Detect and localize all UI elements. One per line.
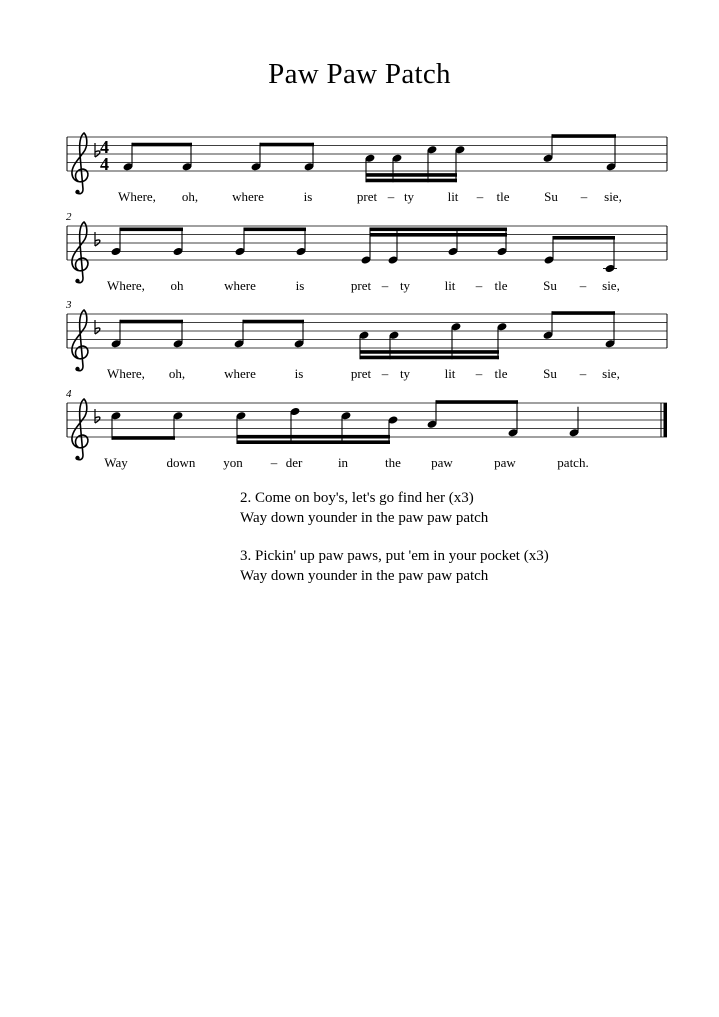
lyric-syllable: sie,: [602, 278, 620, 293]
lyric-syllable: where: [232, 189, 264, 204]
lyric-syllable: paw: [494, 455, 516, 470]
lyric-syllable: the: [385, 455, 401, 470]
lyric-syllable: Su: [543, 366, 557, 381]
beam: [112, 436, 175, 440]
verse-2-line-1: 2. Come on boy's, let's go find her (x3): [240, 490, 474, 506]
lyric-hyphen: –: [475, 278, 483, 293]
lyric-hyphen: –: [387, 189, 395, 204]
lyric-syllable: lit: [447, 189, 459, 204]
lyric-syllable: in: [337, 455, 349, 470]
final-barline-thick: [664, 403, 668, 437]
lyric-syllable: oh,: [181, 189, 199, 204]
beam: [237, 440, 390, 444]
verse-3: [240, 546, 549, 586]
treble-clef-icon: [72, 399, 88, 460]
additional-verses: [240, 488, 549, 604]
verse-2-line-2: Way down younder in the paw paw patch: [240, 510, 489, 526]
beam: [552, 311, 615, 315]
lyric-syllable: paw: [431, 455, 453, 470]
treble-clef-icon: [72, 222, 88, 283]
lyric-syllable: oh: [170, 278, 184, 293]
lyric-syllable: lit: [444, 366, 456, 381]
beam: [244, 228, 306, 232]
verse-3-line-2: Way down younder in the paw paw patch: [240, 568, 489, 584]
treble-clef-icon: [72, 310, 88, 371]
lyric-syllable: oh,: [168, 366, 186, 381]
lyric-hyphen: –: [381, 366, 389, 381]
music-score: [0, 0, 719, 480]
beam: [237, 435, 390, 439]
lyric-syllable: is: [303, 189, 313, 204]
lyric-syllable: patch.: [557, 455, 589, 470]
lyric-syllable: ty: [399, 278, 411, 293]
lyric-hyphen: –: [475, 366, 483, 381]
lyric-syllable: sie,: [604, 189, 622, 204]
beam: [370, 233, 507, 237]
measure-number: 3: [66, 299, 72, 311]
lyric-hyphen: –: [476, 189, 484, 204]
beam: [360, 356, 499, 360]
lyric-syllable: pret: [350, 366, 372, 381]
lyric-syllable: Su: [544, 189, 558, 204]
time-signature-numerator: 4: [100, 137, 109, 157]
beam: [553, 236, 615, 240]
beam: [360, 350, 499, 354]
lyric-syllable: is: [294, 366, 304, 381]
measure-number: 2: [66, 211, 72, 223]
beam: [436, 400, 518, 404]
measure-number: 4: [66, 388, 72, 400]
lyric-hyphen: –: [381, 278, 389, 293]
beam: [120, 320, 183, 324]
beam: [260, 143, 314, 147]
lyric-syllable: yon: [223, 455, 243, 470]
lyric-syllable: Where,: [107, 366, 145, 381]
beam: [132, 143, 192, 147]
lyric-syllable: tle: [494, 366, 508, 381]
lyric-hyphen: –: [270, 455, 278, 470]
lyric-syllable: tle: [496, 189, 510, 204]
lyric-syllable: tle: [494, 278, 508, 293]
beam: [120, 228, 183, 232]
verse-3-line-1: 3. Pickin' up paw paws, put 'em in your pocket (x3): [240, 548, 549, 564]
beam: [243, 320, 304, 324]
lyric-syllable: pret: [356, 189, 378, 204]
song-title: Paw Paw Patch: [268, 58, 451, 90]
lyric-syllable: sie,: [602, 366, 620, 381]
beam: [366, 179, 457, 183]
lyric-syllable: pret: [350, 278, 372, 293]
time-signature-denominator: 4: [100, 154, 109, 174]
lyric-syllable: ty: [399, 366, 411, 381]
verse-2: [240, 488, 549, 528]
lyric-syllable: is: [295, 278, 305, 293]
lyric-syllable: ty: [403, 189, 415, 204]
lyric-syllable: lit: [444, 278, 456, 293]
lyric-syllable: der: [285, 455, 303, 470]
beam: [366, 173, 457, 177]
lyric-syllable: where: [224, 278, 256, 293]
lyric-hyphen: –: [579, 278, 587, 293]
lyric-syllable: where: [224, 366, 256, 381]
treble-clef-icon: [72, 133, 88, 194]
lyric-syllable: down: [166, 455, 196, 470]
lyric-syllable: Where,: [107, 278, 145, 293]
lyric-syllable: Su: [543, 278, 557, 293]
beam: [370, 228, 507, 232]
beam: [552, 134, 616, 138]
lyric-hyphen: –: [579, 366, 587, 381]
lyric-hyphen: –: [580, 189, 588, 204]
lyric-syllable: Where,: [118, 189, 156, 204]
lyric-syllable: Way: [104, 455, 128, 470]
